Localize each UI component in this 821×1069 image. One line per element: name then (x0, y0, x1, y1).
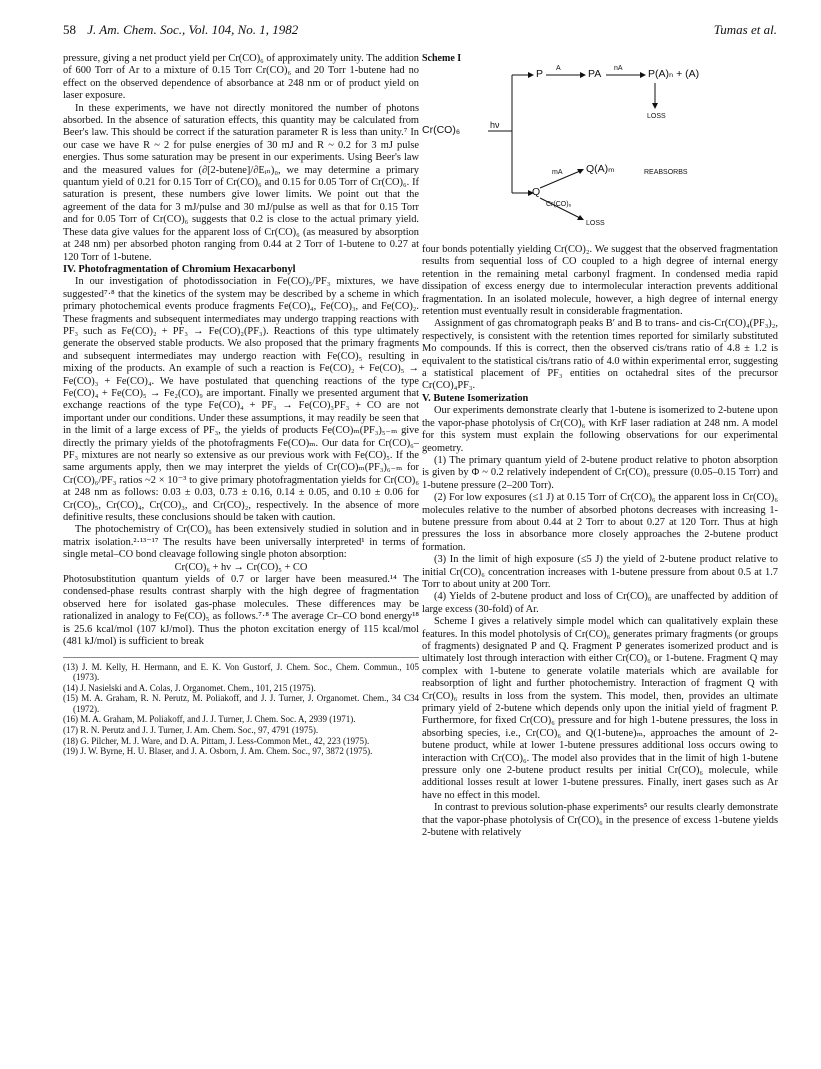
header-authors: Tumas et al. (713, 22, 777, 37)
scheme-crco-label: Cr(CO)₆ (546, 201, 572, 208)
scheme-lines (422, 53, 778, 238)
scheme-reactant: Cr(CO)₆ (422, 124, 461, 136)
scheme-title: Scheme I (422, 53, 462, 64)
reference-item: (13) J. M. Kelly, H. Hermann, and E. K. Von Gustorf, J. Chem. Soc., Chem. Commun., 105 (1973). (63, 661, 419, 683)
scheme-QAm: Q(A)ₘ (586, 163, 615, 175)
paragraph: Our experiments demonstrate clearly that 1-butene is isomerized to 2-butene upon the vapor-phase photolysis of Cr(CO)₆ with KrF laser radiation at 248 nm. A model for this system must explain the following observations for our experimental geometry. (422, 405, 778, 454)
arrowhead (528, 72, 534, 78)
scheme-A-label: A (556, 65, 561, 72)
scheme-loss2: LOSS (586, 220, 605, 227)
header-left (63, 22, 298, 38)
paragraph: (2) For low exposures (≤1 J) at 0.15 Torr of Cr(CO)₆ the apparent loss in Cr(CO)₆ molecules relative to the number of absorbed photons decreases with increasing 1-butene pressure from about 0.44 at 2 Torr to about 0.27 at 120 Torr. Thus at high pressures the loss in absorbance more closely approaches the 2-butene product formation. (422, 492, 778, 553)
equation: Cr(CO)₆ + hν → Cr(CO)₅ + CO (174, 561, 308, 573)
paragraph: Scheme I gives a relatively simple model which can qualitatively explain these features. In this model photolysis of Cr(CO)₆ generates primary fragments (or groups of fragments) designated P and Q. Fragment P generates isomerized product and is ultimately lost through interaction with either Cr(CO)₆ or 1-butene. Fragment Q may complex with 1-butene to generate volatile materials which are available for reabsorption of light and further photochemistry. Interaction of fragment Q with Cr(CO)₆ results in loss from the system. This model, then, provides an ultimate primary yield of 2-butene which depends only upon the initial yield of fragment P. Furthermore, for fixed Cr(CO)₆ pressure and for high 1-butene pressures, the loss in absorbing species, i.e., Cr(CO)₆ and Q(1-butene)ₘ, approaches the amount of 2-butene product, while at lower 1-butene pressures additional loss occurs owing to interaction with Cr(CO)₆. The model also provides that in the limit of high 1-butene pressure only one 2-butene product results per initial Cr(CO)₆ molecule, while additional losses result at lower 1-butene pressures. Finally, inert gases such as Ar have no effect in this model. (422, 616, 778, 801)
page-number: 58 (63, 22, 76, 37)
page-header (63, 22, 777, 42)
scheme-reabsorbs: REABSORBS (644, 169, 688, 176)
reference-item: (14) J. Nasielski and A. Colas, J. Organomet. Chem., 101, 215 (1975). (63, 682, 316, 693)
paragraph: (4) Yields of 2-butene product and loss of Cr(CO)₆ are unaffected by addition of large excess (30-fold) of Ar. (422, 591, 778, 615)
paragraph: (1) The primary quantum yield of 2-butene product relative to photon absorption is given by Φ ~ 0.2 relatively independent of Cr(CO)₆ pressure (0.05–0.15 Torr) and 1-butene pressure (2–200 Torr). (422, 454, 778, 491)
references (63, 657, 419, 757)
reference-item: (17) R. N. Perutz and J. J. Turner, J. Am. Chem. Soc., 97, 4791 (1975). (63, 725, 319, 736)
scheme-mA-label: mA (552, 169, 563, 176)
right-column (422, 53, 778, 840)
reference-item: (18) G. Pilcher, M. J. Ware, and D. A. Pittam, J. Less-Common Met., 42, 223 (1975). (63, 735, 370, 746)
arrowhead (580, 72, 586, 78)
paragraph: Photosubstitution quantum yields of 0.7 or larger have been measured.¹⁴ The condensed-phase results contrast sharply with the high degree of fragmentation observed here for isolated gas-phase molecules. These differences may be rationalized in analogy to Fe(CO)₅ as follows.⁷·⁸ The average Cr–CO bond energy¹⁸ is 25.6 kcal/mol (107 kJ/mol). Thus the photon excitation energy of 115 kcal/mol (481 kJ/mol) is sufficient to break (63, 574, 419, 648)
paragraph: four bonds potentially yielding Cr(CO)₂. We suggest that the observed fragmentation results from sequential loss of CO coupled to a high degree of internal energy retention in the remaining metal carbonyl fragment. In condensed media rapid dissipation of excess energy due to intermolecular interaction prevents additional fragmentation. In an isolated molecule, however, a high degree of internal energy retention must eventually result in considerable fragmentation. (422, 244, 778, 318)
paragraph: (3) In the limit of high exposure (≤5 J) the yield of 2-butene product relative to initial Cr(CO)₆ concentration increases with 1-butene pressure from about 0.5 at 1.7 Torr to about unity at 200 Torr. (422, 554, 778, 590)
scheme-diagram (422, 53, 778, 238)
scheme-hv: hν (490, 120, 500, 130)
reference-item: (16) M. A. Graham, M. Poliakoff, and J. J. Turner, J. Chem. Soc. A, 2939 (1971). (63, 714, 356, 725)
section-heading: IV. Photofragmentation of Chromium Hexacarbonyl (63, 263, 296, 275)
paragraph: In contrast to previous solution-phase experiments⁵ our results clearly demonstrate that the vapor-phase photolysis of Cr(CO)₆ in the presence of excess 1-butene yields 2-butene with relatively (422, 802, 778, 839)
arrowhead (652, 103, 658, 109)
scheme-nA-label: nA (614, 65, 623, 72)
scheme-Q: Q (532, 186, 541, 198)
arrowhead (640, 72, 646, 78)
scheme-PA: PA (588, 68, 602, 80)
paragraph: In our investigation of photodissociation in Fe(CO)₅/PF₃ mixtures, we have suggested⁷·⁸ that the kinetics of the system may be described by a scheme in which primary photochemical events produce fragments Fe(CO)₄, Fe(CO)₃, and Fe(CO)₂. These fragments and subsequent intermediates may undergo trapping reactions with PF₃ such as Fe(CO)₂ + PF₃ → Fe(CO)₂(PF₃). Reactions of this type ultimately generate the observed stable products. We also proposed that the primary fragments and subsequent intermediates may undergo reaction with Fe(CO)₅ resulting in mixing of the products. An example of such a reaction is Fe(CO)₂ + Fe(CO)₅ → Fe(CO)₃ + Fe(CO)₄. We have postulated that quenching reactions of the type Fe(CO)₄ + Fe(CO)₅ → Fe₂(CO)₉ are important. Finally we presented argument that exchange reactions of the type Fe(CO)₄ + PF₃ → Fe(CO)₃PF₃ + CO are not important under our conditions. Under these assumptions, it may readily be seen that in the limit of a large excess of PF₃, the yields of products Fe(CO)ₘ(PF₃)₅₋ₘ give directly the primary yields of the photofragments Fe(CO)ₘ. Our data for Cr(CO)₆–PF₃ mixtures are not nearly so extensive as our previous work with Fe(CO)₅. If the same arguments apply, then we may interpret the yields of Cr(CO)ₘ(PF₃)₆₋ₘ for Cr(CO)₆/PF₃ ratios ~2 × 10⁻³ to give primary photofragmentation yields for Cr(CO)₆ at 248 nm as follows: 0.03 ± 0.03, 0.73 ± 0.16, 0.14 ± 0.05, and 0.10 ± 0.06 for Cr(CO)₅, Cr(CO)₄, Cr(CO)₃, and Cr(CO)₂, respectively. In the absence of more definitive results, these conclusions should be taken with caution. (63, 276, 419, 524)
scheme-loss1: LOSS (647, 113, 666, 120)
paragraph: pressure, giving a net product yield per Cr(CO)₆ of approximately unity. The addition of 600 Torr of Ar to a mixture of 0.15 Torr Cr(CO)₆ and 20 Torr 1-butene had no effect on the observed dependence of absorbance at 248 nm or of product yield on laser exposure. (63, 53, 419, 102)
section-heading: V. Butene Isomerization (422, 392, 529, 404)
scheme-P: P (536, 68, 544, 80)
paragraph: Assignment of gas chromatograph peaks B′ and B to trans- and cis-Cr(CO)₄(PF₃)₂, respectively, is consistent with the retention times reported for similarly substituted Mo compounds. If this is correct, then the observed cis/trans ratio of 4.8 ± 1.2 is equivalent to the statistical cis/trans ratio of 4.0 within experimental error, suggesting a statistical placement of PF₃ entities on octahedral sites of the precursor Cr(CO)₄PF₃. (422, 318, 778, 392)
reference-item: (19) J. W. Byrne, H. U. Blaser, and J. A. Osborn, J. Am. Chem. Soc., 97, 3872 (1975). (63, 746, 373, 757)
scheme-PAn: P(A)ₙ + (A) (648, 68, 700, 80)
left-column (63, 53, 419, 757)
paragraph: The photochemistry of Cr(CO)₆ has been extensively studied in solution and in matrix isolation.²·¹³⁻¹⁷ The results have been universally interpreted¹ in terms of single metal–CO bond cleavage following single photon absorption: (63, 524, 419, 561)
paragraph: In these experiments, we have not directly monitored the number of photons absorbed. In the absence of saturation effects, this quantity may be calculated from Beer's law. This should be correct if the saturation parameter R is less than unity.⁷ In our case we have R ~ 2 for pulse energies of 30 mJ and R ~ 0.2 for 3 mJ pulse energies. Thus some saturation may be present in our experiments. Using Beer's law and the measured values for (∂[2-butene]/∂Eᵢₙ)₀, we may determine a primary quantum yield of 0.21 for 0.15 Torr of Cr(CO)₆ and 0.15 for 0.05 Torr of Cr(CO)₆. If saturation is present, these numbers give lower limits. We point out that the agreement of the data for 3 mJ/pulse and 30 mJ/pulse as well as that for 0.15 Torr and for 0.05 Torr of Cr(CO)₆ suggests that 0.2 is close to the actual primary yield. These data give values for the apparent loss of Cr(CO)₆ (as measured by absorption at 248 nm) per absorbed photon ranging from 0.44 at 2 Torr of 1-butene to 0.27 at 120 Torr of 1-butene. (63, 102, 419, 263)
reference-item: (15) M. A. Graham, R. N. Perutz, M. Poliakoff, and J. J. Turner, J. Organomet. Chem., 34 C34 (1972). (63, 693, 419, 714)
journal-citation: J. Am. Chem. Soc., Vol. 104, No. 1, 1982 (87, 22, 299, 37)
